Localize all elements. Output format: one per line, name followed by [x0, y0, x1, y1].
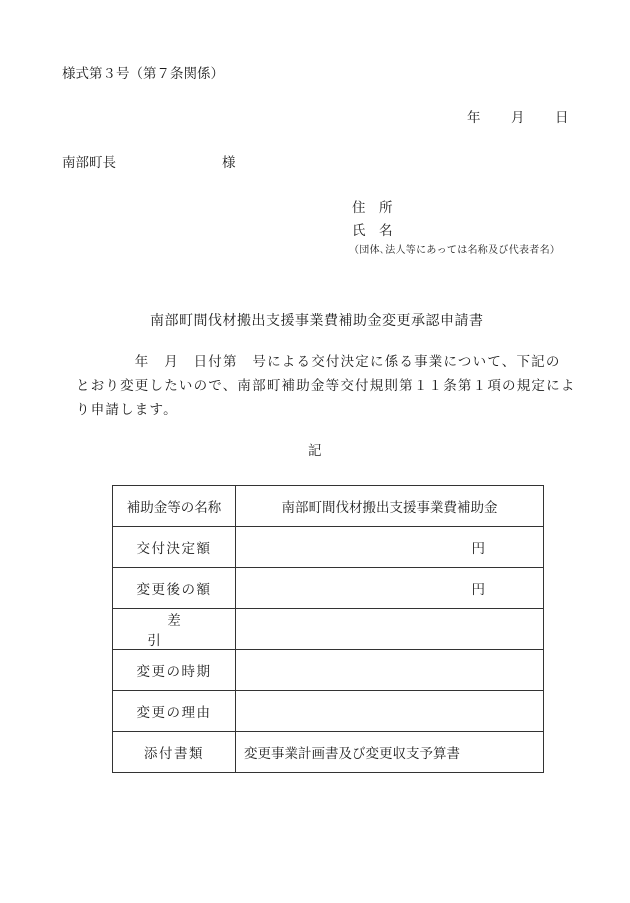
table-row	[113, 732, 544, 773]
row-value: 変更事業計画書及び変更収支予算書	[236, 732, 544, 773]
date-year-label: 年	[467, 110, 481, 126]
row-label: 変更の理由	[113, 691, 236, 732]
document-title: 南部町間伐材搬出支援事業費補助金変更承認申請書	[150, 313, 484, 329]
row-value: 円	[236, 568, 544, 609]
name-label: 氏 名	[352, 223, 393, 239]
body-paragraph	[76, 350, 576, 422]
address-label: 住 所	[352, 200, 393, 216]
row-label: 交付決定額	[113, 527, 236, 568]
form-number: 様式第３号（第７条関係）	[62, 66, 224, 82]
items-table	[112, 485, 544, 773]
row-value: 円	[236, 527, 544, 568]
table-row	[113, 609, 544, 650]
honorific: 様	[222, 155, 236, 171]
row-value	[236, 609, 544, 650]
row-label: 補助金等の名称	[113, 486, 236, 527]
row-value	[236, 691, 544, 732]
addressee: 南部町長	[62, 155, 116, 171]
row-value: 南部町間伐材搬出支援事業費補助金	[236, 486, 544, 527]
table-row	[113, 568, 544, 609]
row-label: 変更後の額	[113, 568, 236, 609]
table-row	[113, 691, 544, 732]
ki-heading: 記	[308, 443, 322, 459]
applicant-note: （団体､法人等にあっては名称及び代表者名）	[349, 245, 561, 256]
table-row	[113, 486, 544, 527]
date-month-label: 月	[511, 110, 525, 126]
table-row	[113, 527, 544, 568]
row-label	[113, 609, 236, 650]
row-label: 変更の時期	[113, 650, 236, 691]
row-label-text: 差引	[147, 613, 221, 649]
table-row	[113, 650, 544, 691]
body-line: とおり変更したいので、南部町補助金等交付規則第１１条第１項の規定によ	[76, 378, 576, 394]
body-line: 年 月 日付第 号による交付決定に係る事業について、下記の	[76, 354, 561, 370]
body-line: り申請します。	[76, 402, 178, 418]
date-day-label: 日	[555, 110, 569, 126]
row-label: 添付書類	[113, 732, 236, 773]
row-value	[236, 650, 544, 691]
